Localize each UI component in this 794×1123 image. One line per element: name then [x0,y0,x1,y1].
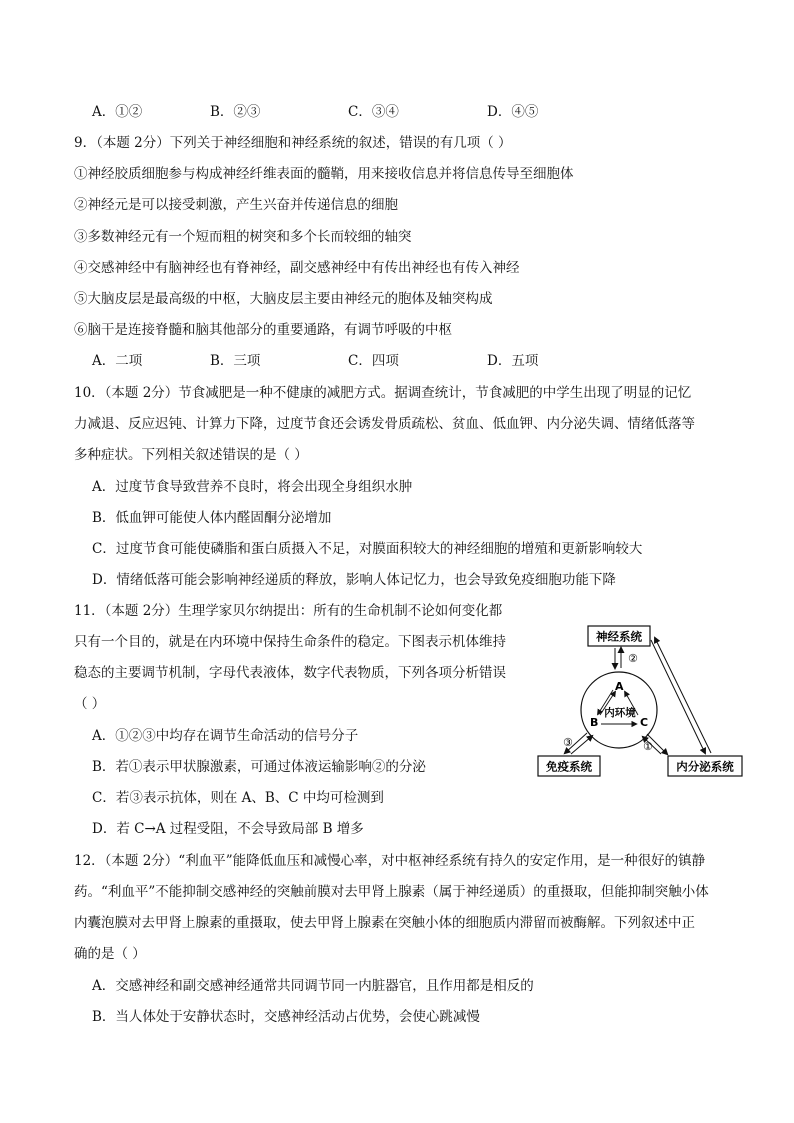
q8-option-b: B．②③ [210,104,261,120]
q12-stem-line-1: 12．（本题 2分）“利血平”能降低血压和减慢心率，对中枢神经系统有持久的安定作用，是一种很好的镇静 [74,853,706,869]
q12-stem-line-2: 药。“利血平”不能抑制交感神经的突触前膜对去甲肾上腺素（属于神经递质）的重摄取，但能抑制突触小体 [74,884,709,900]
fluid-c-label: C [640,716,649,729]
q9-option-a: A．二项 [92,353,143,369]
q11-stem-line-1: 11．（本题 2分）生理学家贝尔纳提出：所有的生命机制不论如何变化都 [74,603,503,619]
endocrine-system-box [668,756,742,776]
q11-stem-line-3: 稳态的主要调节机制，字母代表液体，数字代表物质，下列各项分析错误 [74,665,506,681]
q10-option-b: B．低血钾可能使人体内醛固酮分泌增加 [92,510,332,526]
arrow-pair-1 [643,734,667,754]
q12-option-a: A．交感神经和副交感神经通常共同调节同一内脏器官，且作用都是相反的 [92,978,534,994]
q10-stem-line-3: 多种症状。下列相关叙述错误的是（ ） [74,447,308,463]
q9-item-2: ②神经元是可以接受刺激，产生兴奋并传递信息的细胞 [74,197,398,213]
q10-stem-line-1: 10．（本题 2分）节食减肥是一种不健康的减肥方式。据调查统计，节食减肥的中学生出现了明显的记忆 [74,385,692,401]
fluid-a-label: A [615,680,624,693]
label-2: ② [628,652,638,665]
q10-option-c: C．过度节食可能使磷脂和蛋白质摄入不足，对膜面积较大的神经细胞的增殖和更新影响较大 [92,541,643,557]
regulation-diagram [535,620,745,780]
q9-option-b: B．三项 [210,353,261,369]
q11-option-c: C．若③表示抗体，则在 A、B、C 中均可检测到 [92,790,384,806]
q9-item-4: ④交感神经中有脑神经也有脊神经，副交感神经中有传出神经也有传入神经 [74,260,520,276]
endocrine-system-label: 内分泌系统 [676,759,734,774]
regulation-diagram-svg [535,620,745,780]
q11-option-b: B．若①表示甲状腺激素，可通过体液运输影响②的分泌 [92,759,426,775]
q12-stem-line-3: 内囊泡膜对去甲肾上腺素的重摄取，使去甲肾上腺素在突触小体的细胞质内滞留而被酶解。下列叙述中正 [74,915,695,931]
arrow-pair-nervous-endocrine [651,638,711,753]
label-1: ① [643,740,653,753]
q9-stem: 9．（本题 2分）下列关于神经细胞和神经系统的叙述，错误的有几项（ ） [74,135,512,151]
q12-option-b: B．当人体处于安静状态时，交感神经活动占优势，会使心跳减慢 [92,1009,480,1025]
label-3: ③ [563,736,573,749]
q8-option-a: A．①② [92,104,143,120]
q11-option-a: A．①②③中均存在调节生命活动的信号分子 [92,728,359,744]
q8-option-d: D．④⑤ [487,104,539,120]
fluid-b-label: B [590,716,599,729]
inner-environment-label: 内环境 [604,707,636,719]
q9-item-1: ①神经胶质细胞参与构成神经纤维表面的髓鞘，用来接收信息并将信息传导至细胞体 [74,166,574,182]
q10-option-a: A．过度节食导致营养不良时，将会出现全身组织水肿 [92,479,413,495]
q11-stem-line-4: （ ） [74,696,106,712]
q11-option-d: D．若 C→A 过程受阻，不会导致局部 B 增多 [92,821,364,837]
q9-item-5: ⑤大脑皮层是最高级的中枢，大脑皮层主要由神经元的胞体及轴突构成 [74,291,493,307]
q9-option-c: C．四项 [348,353,399,369]
arrow-pair-3 [563,733,592,754]
q10-option-d: D．情绪低落可能会影响神经递质的释放，影响人体记忆力，也会导致免疫细胞功能下降 [92,572,616,588]
q9-item-6: ⑥脑干是连接脊髓和脑其他部分的重要通路，有调节呼吸的中枢 [74,322,452,338]
arrow-pair-2 [615,648,638,668]
nervous-system-label: 神经系统 [596,629,642,644]
q12-stem-line-4: 确的是（ ） [74,946,146,962]
q9-option-d: D．五项 [487,353,539,369]
q10-stem-line-2: 力减退、反应迟钝、计算力下降，过度节食还会诱发骨质疏松、贫血、低血钾、内分泌失调、情绪低落等 [74,416,695,432]
q8-option-c: C．③④ [348,104,399,120]
nervous-system-box [588,626,650,646]
immune-system-box [538,756,600,776]
q9-item-3: ③多数神经元有一个短而粗的树突和多个长而较细的轴突 [74,229,412,245]
immune-system-label: 免疫系统 [546,759,592,774]
q11-stem-line-2: 只有一个目的，就是在内环境中保持生命条件的稳定。下图表示机体维持 [74,634,506,650]
